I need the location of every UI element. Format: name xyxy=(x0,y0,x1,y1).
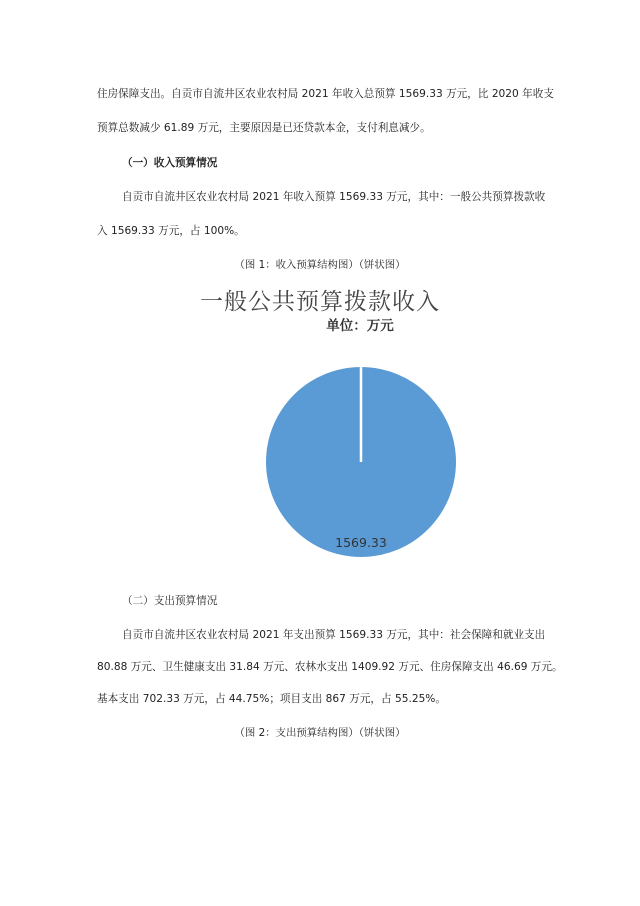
chart-title: 一般公共预算拨款收入 xyxy=(200,289,440,315)
chart-subtitle: 单位：万元 xyxy=(326,318,394,334)
paragraph-2-line-1: 自贡市自流井区农业农村局 2021 年收入预算 1569.33 万元，其中：一般公共预算拨款收 xyxy=(122,191,546,203)
section-heading-expenditure: （二）支出预算情况 xyxy=(122,595,218,607)
pie-data-label-0: 1569.33 xyxy=(335,535,387,550)
paragraph-3-line-2: 80.88 万元、卫生健康支出 31.84 万元、农林水支出 1409.92 万元、住房保障支出 46.69 万元。 xyxy=(97,661,563,673)
paragraph-3-line-3: 基本支出 702.33 万元，占 44.75%；项目支出 867 万元，占 55.25%。 xyxy=(97,693,446,705)
figure-2-caption: （图 2：支出预算结构图）（饼状图） xyxy=(234,727,406,739)
paragraph-2-line-2: 入 1569.33 万元，占 100%。 xyxy=(97,225,245,237)
pie-chart xyxy=(265,366,457,558)
paragraph-3-line-1: 自贡市自流井区农业农村局 2021 年支出预算 1569.33 万元，其中：社会保障和就业支出 xyxy=(122,629,546,641)
section-heading-income: （一）收入预算情况 xyxy=(122,157,218,169)
figure-1-caption: （图 1：收入预算结构图）（饼状图） xyxy=(234,259,406,271)
paragraph-1-line-2: 预算总数减少 61.89 万元，主要原因是已还贷款本金，支付利息减少。 xyxy=(97,122,431,134)
paragraph-1-line-1: 住房保障支出。自贡市自流井区农业农村局 2021 年收入总预算 1569.33 万元，比 2020 年收支 xyxy=(97,88,554,100)
